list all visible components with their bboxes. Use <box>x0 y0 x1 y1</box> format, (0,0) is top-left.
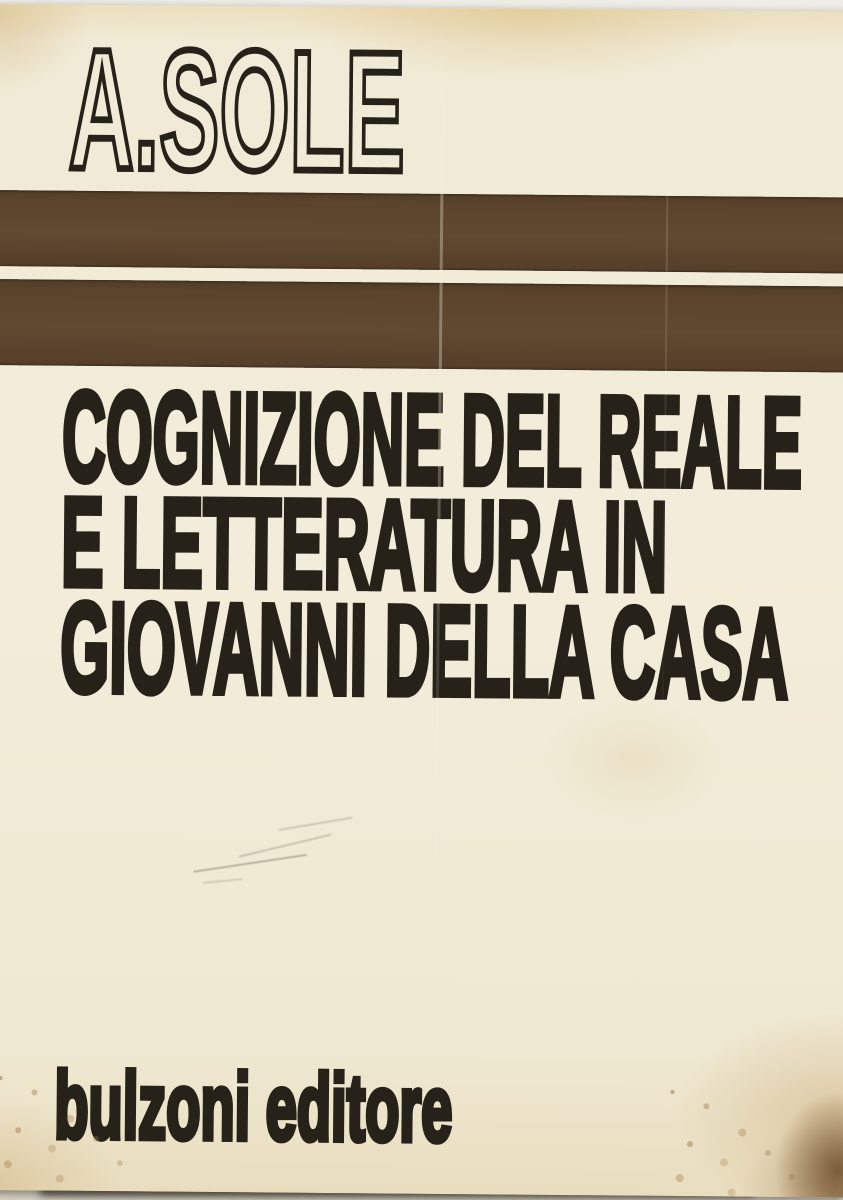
book-cover <box>0 4 843 1197</box>
scratch <box>202 878 242 884</box>
age-stains <box>671 1090 675 1094</box>
age-stains <box>0 1076 3 1080</box>
title-line-3 <box>59 576 789 726</box>
scratch <box>193 854 307 873</box>
title-line-3-text: GIOVANNI DELLA CASA <box>59 576 782 726</box>
scratch <box>278 817 352 831</box>
publisher-name-art <box>53 1053 453 1162</box>
author-name-art <box>68 12 407 208</box>
author-name: A.SOLE <box>68 12 407 208</box>
scratch <box>239 834 332 858</box>
title-line-2-text: E LETTERATURA IN <box>60 472 661 619</box>
title-line-1-text: COGNIZIONE DEL REALE <box>61 366 802 515</box>
corner-stain <box>724 1056 843 1197</box>
brown-band-top <box>0 190 843 274</box>
age-stain <box>543 699 724 821</box>
scratch-marks <box>182 814 353 900</box>
publisher-name: bulzoni editore <box>53 1053 450 1162</box>
brown-band-bottom <box>0 279 843 373</box>
